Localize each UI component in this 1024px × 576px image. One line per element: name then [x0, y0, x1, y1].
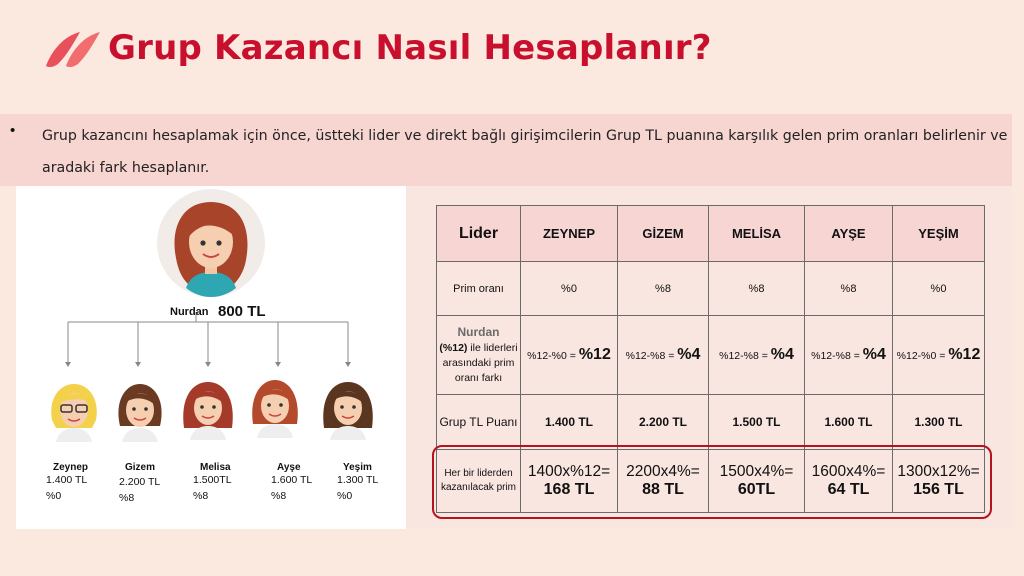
table-header-cell: YEŞİM: [893, 206, 985, 262]
table-cell: %0: [521, 262, 618, 316]
table-cell: 2200x4%= 88 TL: [618, 450, 709, 513]
table-header-cell: MELİSA: [709, 206, 805, 262]
table-cell: %0: [893, 262, 985, 316]
member-info: 1.500TL %8: [193, 474, 232, 502]
table-header-cell: Lider: [437, 206, 521, 262]
member-name: Ayşe: [277, 462, 301, 473]
table-cell: %12-%8 = %4: [618, 316, 709, 395]
table-row: [437, 262, 985, 316]
double-leaf-icon: [44, 30, 104, 70]
member-name: Zeynep: [53, 462, 89, 473]
table-header-cell: AYŞE: [805, 206, 893, 262]
table-cell: %8: [805, 262, 893, 316]
row-label: Her bir liderden kazanılacak prim: [437, 450, 521, 513]
bullet-icon: •: [10, 122, 16, 139]
member-avatar-icon: [320, 378, 376, 440]
table-header-cell: ZEYNEP: [521, 206, 618, 262]
member-info: 1.400 TL %0: [46, 474, 88, 502]
table-cell: 1.400 TL: [521, 395, 618, 450]
member-avatar-icon: [180, 378, 236, 440]
leader-avatar-icon: [156, 188, 266, 298]
row-label: Grup TL Puanı: [437, 395, 521, 450]
row-label: Prim oranı: [437, 262, 521, 316]
table-row: [437, 395, 985, 450]
highlight-box: [432, 445, 992, 519]
table-cell: %8: [709, 262, 805, 316]
member-info: 1.300 TL %0: [337, 474, 379, 502]
table-cell: 1400x%12= 168 TL: [521, 450, 618, 513]
intro-text: Grup kazancını hesaplamak için önce, üstteki lider ve direkt bağlı girişimcilerin Grup TL puanına karşılık gelen prim oranları belirlenir ve aradaki fark hesaplanır.: [42, 128, 1008, 176]
table-cell: %12-%0 = %12: [521, 316, 618, 395]
member-avatar-icon: [112, 380, 168, 442]
member-info: 2.200 TL %8: [119, 476, 161, 504]
table-cell: 1600x4%= 64 TL: [805, 450, 893, 513]
leader-name: Nurdan: [170, 306, 209, 318]
member-name: Gizem: [125, 462, 156, 473]
member-avatar-icon: [46, 380, 102, 442]
table-cell: %8: [618, 262, 709, 316]
table-header-row: [437, 206, 985, 262]
leader-amount: 800 TL: [218, 303, 266, 320]
table-cell: 1300x12%= 156 TL: [893, 450, 985, 513]
table-cell: %12-%8 = %4: [709, 316, 805, 395]
table-cell: 2.200 TL: [618, 395, 709, 450]
table-cell: 1.300 TL: [893, 395, 985, 450]
table-cell: %12-%0 = %12: [893, 316, 985, 395]
member-avatar-icon: [247, 376, 303, 438]
member-name: Melisa: [200, 462, 231, 473]
table-cell: %12-%8 = %4: [805, 316, 893, 395]
member-info: 1.600 TL %8: [271, 474, 313, 502]
table-cell: 1.600 TL: [805, 395, 893, 450]
table-header-cell: GİZEM: [618, 206, 709, 262]
member-name: Yeşim: [343, 462, 372, 473]
page-title: Grup Kazancı Nasıl Hesaplanır?: [108, 28, 712, 68]
row-label: Nurdan (%12) ile liderleri arasındaki prim oranı farkı: [437, 316, 521, 395]
table-cell: 1500x4%= 60TL: [709, 450, 805, 513]
table-cell: 1.500 TL: [709, 395, 805, 450]
table-row: [437, 316, 985, 395]
